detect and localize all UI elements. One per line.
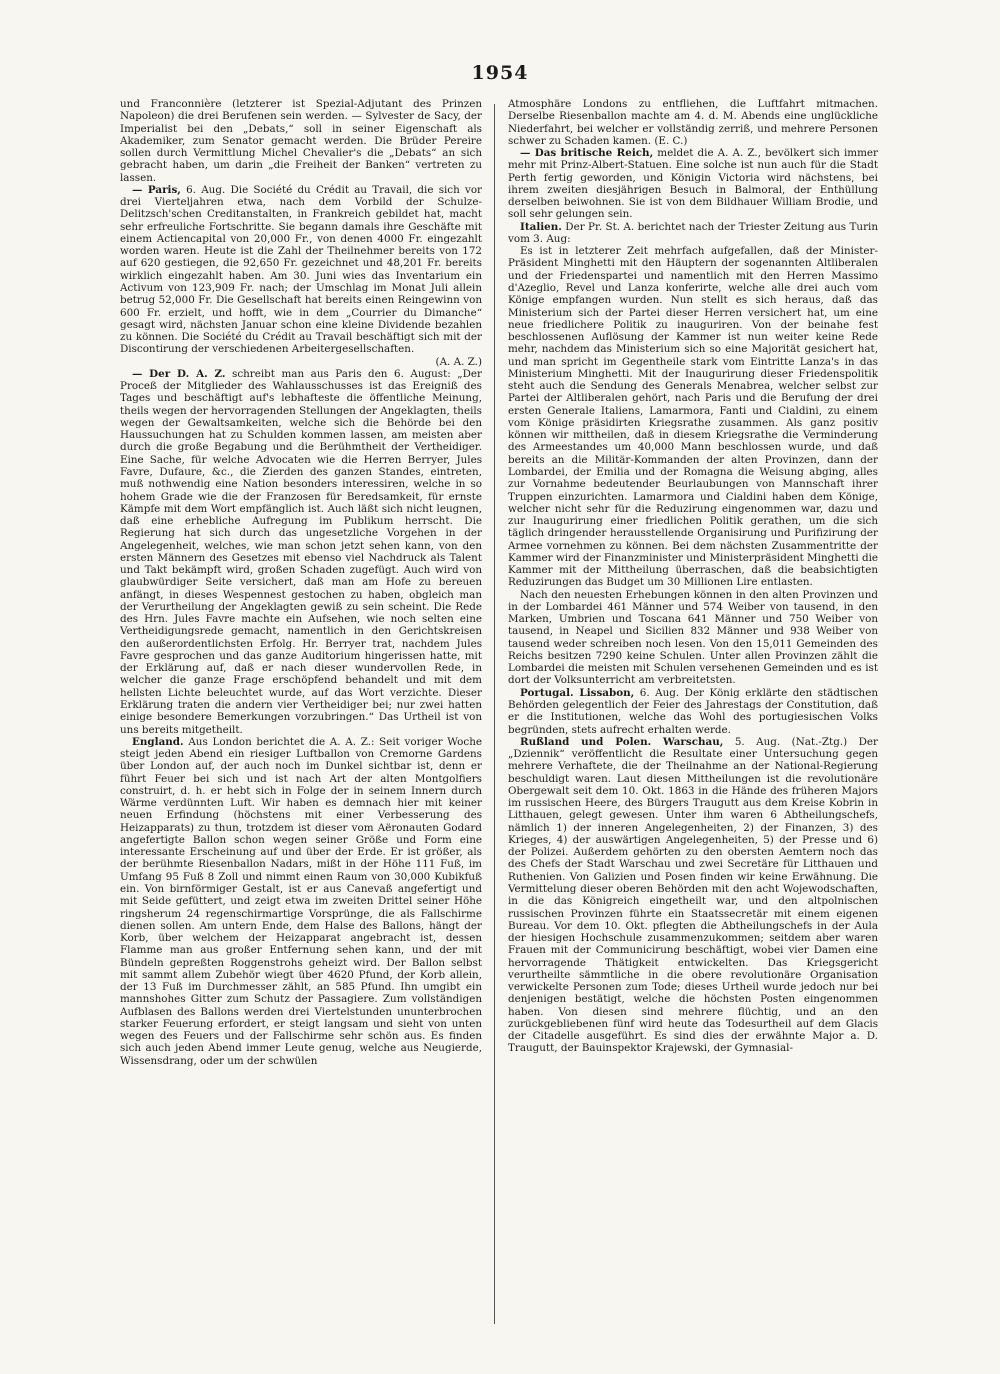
news-item-paragraph xyxy=(120,368,482,736)
article-paragraph xyxy=(508,589,878,687)
article-paragraph xyxy=(508,245,878,588)
paragraph-text: Es ist in letzterer Zeit mehrfach aufgefallen, daß der Minister-Präsident Minghetti mit den Häuptern der sogenannten Altliberalen und der Friedenspartei und namentlich mit den Herren Massimo d'Azeglio, Revel und Lanza konferirte, welche alle drei auch vom Könige empfangen wurden. Nun stellt es sich heraus, daß das Ministerium sich der Partei dieser Herren versichert hat, um eine neue friedlichere Politik zu inauguriren. Von der beinahe fest beschlossenen Auflösung der Kammer ist nun weiter keine Rede mehr, nachdem das Ministerium sich so eine Majorität gesichert hat, und man spricht im Gegentheile stark vom Eintritte Lanza's in das Ministerium Minghetti. Mit der Inaugurirung dieser Friedenspolitik steht auch die Sendung des Generals Menabrea, welcher selbst zur Partei der Altliberalen gehört, nach Paris und die Berufung der drei ersten Generale Italiens, Lamarmora, Fanti und Cialdini, zu einem vom Könige präsidirten Kriegsrathe zusammen. Als ganz positiv können wir mittheilen, daß in diesem Kriegsrathe die Verminderung des Armeestandes um 40,000 Mann beschlossen wurde, und daß bereits an die Militär-Kommanden der alten Provinzen, dann der Lombardei, der Emilia und der Romagna die Weisung abging, alles zur Vornahme bedeutender Beurlaubungen von Mannschaft ihrer Truppen einzurichten. Lamarmora und Cialdini haben dem Könige, welcher nicht sehr für die Reduzirung eingenommen war, dazu und zur Inaugurirung einer friedlichen Politik gerathen, um die sich täglich dringender herausstellende Organisirung und Purifizirung der Armee vornehmen zu können. Bei dem nächsten Zusammentritte der Kammer wird der Finanzminister und Ministerpräsident Minghetti die Kammer mit der Mittheilung überraschen, daß die beabsichtigten Reduzirungen das Budget um 30 Millionen Lire entlasten. xyxy=(508,245,878,589)
column-divider xyxy=(494,104,495,1324)
source-citation xyxy=(120,356,482,368)
paragraph-text: 5. Aug. (Nat.-Ztg.) Der „Dziennik“ veröffentlicht die Resultate einer Untersuchung gegen mehrere Verhaftete, die der Theilnahme an der National-Regierung beschuldigt waren. Laut diesen Mittheilungen ist die revolutionäre Obergewalt seit dem 10. Okt. 1863 in die Hände des früheren Majors im russischen Heere, des Bürgers Traugutt aus dem Kreise Kobrin in Litthauen, gelegt gewesen. Unter ihm waren 6 Abtheilungschefs, nämlich 1) der inneren Angelegenheiten, 2) der Finanzen, 3) des Krieges, 4) der auswärtigen Angelegenheiten, 5) der Presse und 6) der Polizei. Außerdem gehörten zu den obersten Aemtern noch das des Chefs der Stadt Warschau und zwei Secretäre für Litthauen und Ruthenien. Von Galizien und Posen finden wir keine Erwähnung. Die Vermittelung dieser oberen Behörden mit den acht Wojewodschaften, in die das Königreich eingetheilt war, und den altpolnischen russischen Provinzen führte ein Staatssecretär mit einem eigenen Bureau. Vor dem 10. Okt. pflegten die Abtheilungschefs in der Aula der hiesigen Hochschule zusammenzukommen; seitdem aber waren Frauen mit der Communicirung beschäftigt, wobei vier Damen eine hervorragende Thätigkeit entwickelten. Das Kriegsgericht verurtheilte sämmtliche in die obere revolutionäre Organisation verwickelte Personen zum Tode; dieses Urtheil wurde jedoch nur bei denjenigen bestätigt, welche die höchsten Posten eingenommen haben. Von diesen sind mehrere flüchtig, und an den zurückgebliebenen fünf wird heute das Todesurtheil auf dem Glacis der Citadelle ausgeführt. Es sind dies der erwähnte Major a. D. Traugutt, der Bauinspektor Krajewski, der Gymnasial- xyxy=(508,735,878,1055)
section-heading: England. xyxy=(132,735,184,748)
page-number: 1954 xyxy=(471,62,529,84)
paragraph-text: und Franconnière (letzterer ist Spezial-Adjutant des Prinzen Napoleon) die drei Berufenen sein werden. — Sylvester de Sacy, der Imperialist bei den „Debats,“ soll in seiner Eigenschaft als Akademiker, zum Senator gemacht werden. Die Brüder Pereire sollen durch Vermittlung Michel Chevalier's die „Debats“ an sich gebracht haben, um darin „die Freiheit der Banken“ vertreten zu lassen. xyxy=(120,98,482,184)
paragraph-text: Nach den neuesten Erhebungen können in den alten Provinzen und in der Lombardei 461 Männer und 574 Weiber von tausend, in den Marken, Umbrien und Toscana 641 Männer und 750 Weiber von tausend, in Neapel und Sicilien 832 Männer und 938 Weiber von tausend weder schreiben noch lesen. Von den 15,011 Gemeinden des Reichs besitzen 7290 keine Schulen. Unter allen Provinzen zählt die Lombardei die meisten mit Schulen versehenen Gemeinden und es ist dort der Volksunterricht am verbreitetsten. xyxy=(508,588,878,687)
paragraph-text: 6. Aug. Der König erklärte den städtischen Behörden gelegentlich der Feier des Jahrestags der Constitution, daß er die Institutionen, welche das Wohl des portugiesischen Volks begründen, stets aufrecht erhalten werde. xyxy=(508,686,878,736)
section-heading: Italien. xyxy=(520,220,562,233)
paragraph-text: Der Pr. St. A. berichtet nach der Triester Zeitung aus Turin vom 3. Aug: xyxy=(508,220,878,245)
paragraph-text: 6. Aug. Die Société du Crédit au Travail, die sich vor drei Vierteljahren etwa, nach dem Vorbild der Schulze-Delitzsch'schen Creditanstalten, in Frankreich gebildet hat, macht sehr erfreuliche Fortschritte. Sie begann damals ihre Geschäfte mit einem Actiencapital von 20,000 Fr., von denen 4000 Fr. eingezahlt worden waren. Heute ist die Zahl der Theilnehmer bereits von 172 auf 620 gestiegen, die 92,650 Fr. gezeichnet und 48,201 Fr. bereits wirklich eingezahlt haben. Am 30. Juni wies das Inventarium ein Activum von 123,909 Fr. nach; der Umschlag im Monat Juli allein betrug 52,000 Fr. Die Gesellschaft hat bereits einen Reingewinn von 600 Fr. erzielt, und hofft, wie in dem „Courrier du Dimanche“ gesagt wird, nächsten Januar schon eine kleine Dividende bezahlen zu können. Die Société du Crédit au Travail beschäftigt sich mit der Discontirung der verschiedenen Arbeitergesellschaften. xyxy=(120,183,482,356)
section-heading: — Das britische Reich, xyxy=(520,147,654,160)
section-heading: — Der D. A. Z. xyxy=(132,367,226,380)
country-section-paragraph xyxy=(508,687,878,736)
paragraph-text: (A. A. Z.) xyxy=(435,355,482,368)
paragraph-text: meldet die A. A. Z., bevölkert sich immer mehr mit Prinz-Albert-Statuen. Eine solche ist nun auch für die Stadt Perth fertig geworden, und Königin Victoria wird nächstens, bei ihrem zweiten diesjährigen Besuch in Balmoral, der Enthüllung derselben beiwohnen. Sie ist von dem Bildhauer William Brodie, und soll sehr gelungen sein. xyxy=(508,147,878,221)
country-section-paragraph xyxy=(508,736,878,1055)
country-section-paragraph xyxy=(508,221,878,246)
section-heading: Rußland und Polen. Warschau, xyxy=(520,735,724,748)
news-item-paragraph xyxy=(508,147,878,221)
paragraph-text: schreibt man aus Paris den 6. August: „Der Proceß der Mitglieder des Wahlausschusses ist das Ereigniß des Tages und beschäftigt auf's lebhafteste die öffentliche Meinung, theils wegen der hervorragenden Stellungen der Angeklagten, theils wegen der Gewaltsamkeiten, welche sich die Behörde bei den Haussuchungen hat zu Schulden kommen lassen, am meisten aber durch die große Begabung und die Berühmtheit der Vertheidiger. Eine Sache, für welche Advocaten wie die Herren Berryer, Jules Favre, Dufaure, &c., die Zierden des ganzen Standes, eintreten, muß nothwendig eine Nation besonders interessiren, welche in so hohem Grade wie die der Franzosen für Beredsamkeit, für ernste Kämpfe mit dem Wort empfänglich ist. Auch läßt sich nicht leugnen, daß eine erhebliche Aufregung im Publikum herrscht. Die Regierung hat sich durch das ungesetzliche Vorgehen in der Angelegenheit, welches, wie man schon jetzt sehen kann, von den ersten Männern des Gesetzes mit ebenso viel Nachdruck als Talent und Takt bekämpft wird, großen Schaden zugefügt. Auch wird von glaubwürdiger Seite versichert, daß man am Hofe zu bereuen anfängt, in dieses Wespennest gestochen zu haben, obgleich man der Verurtheilung der Angeklagten gewiß zu sein scheint. Die Rede des Hrn. Jules Favre machte ein Aufsehen, wie noch selten eine Vertheidigungsrede gemacht, namentlich in den Gerichtskreisen den außerordentlichsten Erfolg. Hr. Berryer trat, nachdem Jules Favre gesprochen und das ganze Auditorium hingerissen hatte, mit der Erklärung auf, daß er nach dieser wundervollen Rede, in welcher die ganze Frage erschöpfend behandelt und mit dem hellsten Lichte beleuchtet wurde, auf das Wort verzichte. Dieser Erklärung traten die andern vier Vertheidiger bei; nur zwei hatten einige besondere Bemerkungen vorzubringen.“ Das Urtheil ist von uns bereits mitgetheilt. xyxy=(120,367,482,736)
continued-paragraph xyxy=(120,98,482,184)
section-heading: — Paris, xyxy=(132,183,181,196)
section-heading: Portugal. Lissabon, xyxy=(520,686,635,699)
paragraph-text: Atmosphäre Londons zu entfliehen, die Luftfahrt mitmachen. Derselbe Riesenballon machte am 4. d. M. Abends eine unglückliche Niederfahrt, bei welcher er vollständig zerriß, und mehrere Personen schwer zu Schaden kamen. (E. C.) xyxy=(508,98,878,147)
paragraph-text: Aus London berichtet die A. A. Z.: Seit voriger Woche steigt jeden Abend ein riesiger Luftballon von Cremorne Gardens über London auf, der auch noch im Dunkel sichtbar ist, denn er führt Feuer bei sich und ist nach Art der alten Montgolfiers construirt, d. h. er hebt sich in Folge der in seinem Innern durch Wärme verdünnten Luft. Wir haben es demnach hier mit keiner neuen Erfindung (höchstens mit einer Verbesserung des Heizapparats) zu thun, trotzdem ist dieser vom Aëronauten Godard angefertigte Ballon schon wegen seiner Größe und Form eine interessante Erscheinung auf und über der Erde. Er ist größer, als der berühmte Riesenballon Nadars, mißt in der Höhe 111 Fuß, im Umfang 95 Fuß 8 Zoll und nimmt einen Raum von 30,000 Kubikfuß ein. Von birnförmiger Gestalt, ist er aus Canevaß angefertigt und mit Seide gefüttert, und zeigt etwa im zweiten Drittel seiner Höhe ringsherum 24 regenschirmartige Vorsprünge, die als Fallschirme dienen sollen. Am untern Ende, dem Halse des Ballons, hängt der Korb, über welchem der Heizapparat angebracht ist, dessen Flamme man aus großer Entfernung sehen kann, und der mit Bündeln gepreßten Roggenstrohs geheizt wird. Der Ballon selbst mit sammt allem Zubehör wiegt über 4620 Pfund, der Korb allein, der 13 Fuß im Durchmesser zählt, an 585 Pfund. Ihn umgibt ein mannshohes Gitter zum Schutz der Passagiere. Zum vollständigen Aufblasen des Ballons werden drei Viertelstunden ununterbrochen starker Feuerung erfordert, er steigt langsam und sieht von unten wegen des Feuers und der Fallschirme sehr schön aus. Es finden sich auch jeden Abend immer Leute genug, welche aus Neugierde, Wissensdrang, oder um der schwülen xyxy=(120,735,482,1067)
news-item-paragraph xyxy=(120,184,482,356)
left-column xyxy=(120,98,482,1330)
country-section-paragraph xyxy=(120,736,482,1067)
continued-paragraph xyxy=(508,98,878,147)
right-column xyxy=(508,98,878,1330)
